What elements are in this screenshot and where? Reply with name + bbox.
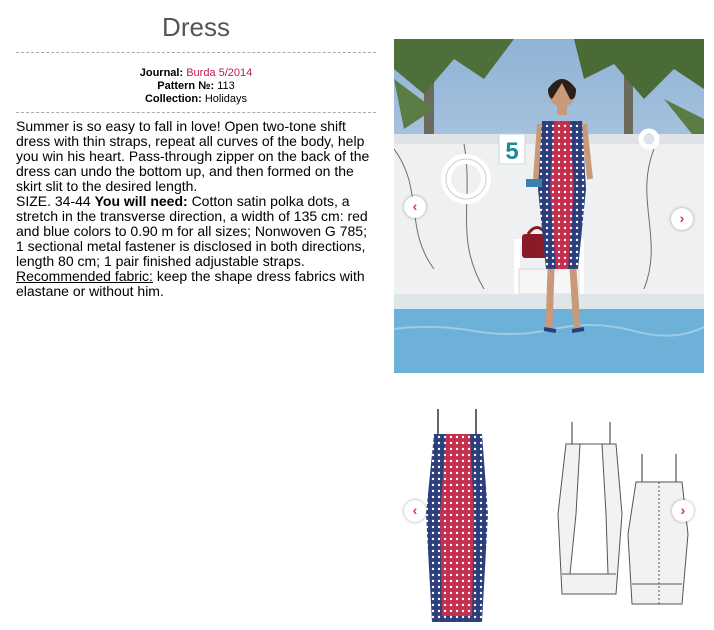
pattern-meta: [16, 67, 376, 106]
photo-next-button[interactable]: ›: [671, 208, 693, 230]
pattern-description: [16, 119, 376, 299]
model-photo: [394, 39, 704, 373]
collection-value: Holidays: [204, 93, 248, 105]
tech-prev-button[interactable]: ‹: [404, 500, 426, 522]
journal-label: Journal:: [139, 67, 184, 79]
page-title: Dress: [162, 12, 230, 42]
need-text: Cotton satin polka dots, a stretch in the transverse direction, a width of 135 cm: red and blue colors to 0.90 m for all sizes; Nonwoven G 785; 1 sectional metal fastener is disclosed in both directions, length 80 cm; 1 pair finished adjustable straps.: [16, 193, 368, 269]
collection-label: Collection:: [144, 93, 202, 105]
pattern-label: Pattern №:: [157, 80, 215, 92]
tech-next-button[interactable]: ›: [672, 500, 694, 522]
fabric-text: keep the shape dress fabrics with elastane or without him.: [16, 268, 365, 299]
model-photo-image: [394, 39, 704, 373]
fabric-label: Recommended fabric:: [16, 268, 153, 284]
photo-prev-button[interactable]: ‹: [404, 196, 426, 218]
divider-bottom: [16, 112, 376, 113]
technical-drawing-image: [394, 404, 704, 624]
need-label: You will need:: [94, 193, 188, 209]
technical-drawing: [394, 404, 704, 624]
pool-sign-number: 5: [505, 138, 519, 165]
pattern-info-panel: [16, 0, 376, 299]
pattern-value: 113: [217, 80, 235, 92]
divider-top: [16, 52, 376, 53]
size-text: SIZE. 34-44: [16, 193, 91, 209]
journal-link[interactable]: Burda 5/2014: [186, 67, 253, 79]
description-intro: Summer is so easy to fall in love! Open two-tone shift dress with thin straps, repeat all curves of the body, help you win his heart. Pass-through zipper on the back of the dress can undo the bottom up, and then formed on the skirt slit to the desired length.: [16, 118, 370, 194]
